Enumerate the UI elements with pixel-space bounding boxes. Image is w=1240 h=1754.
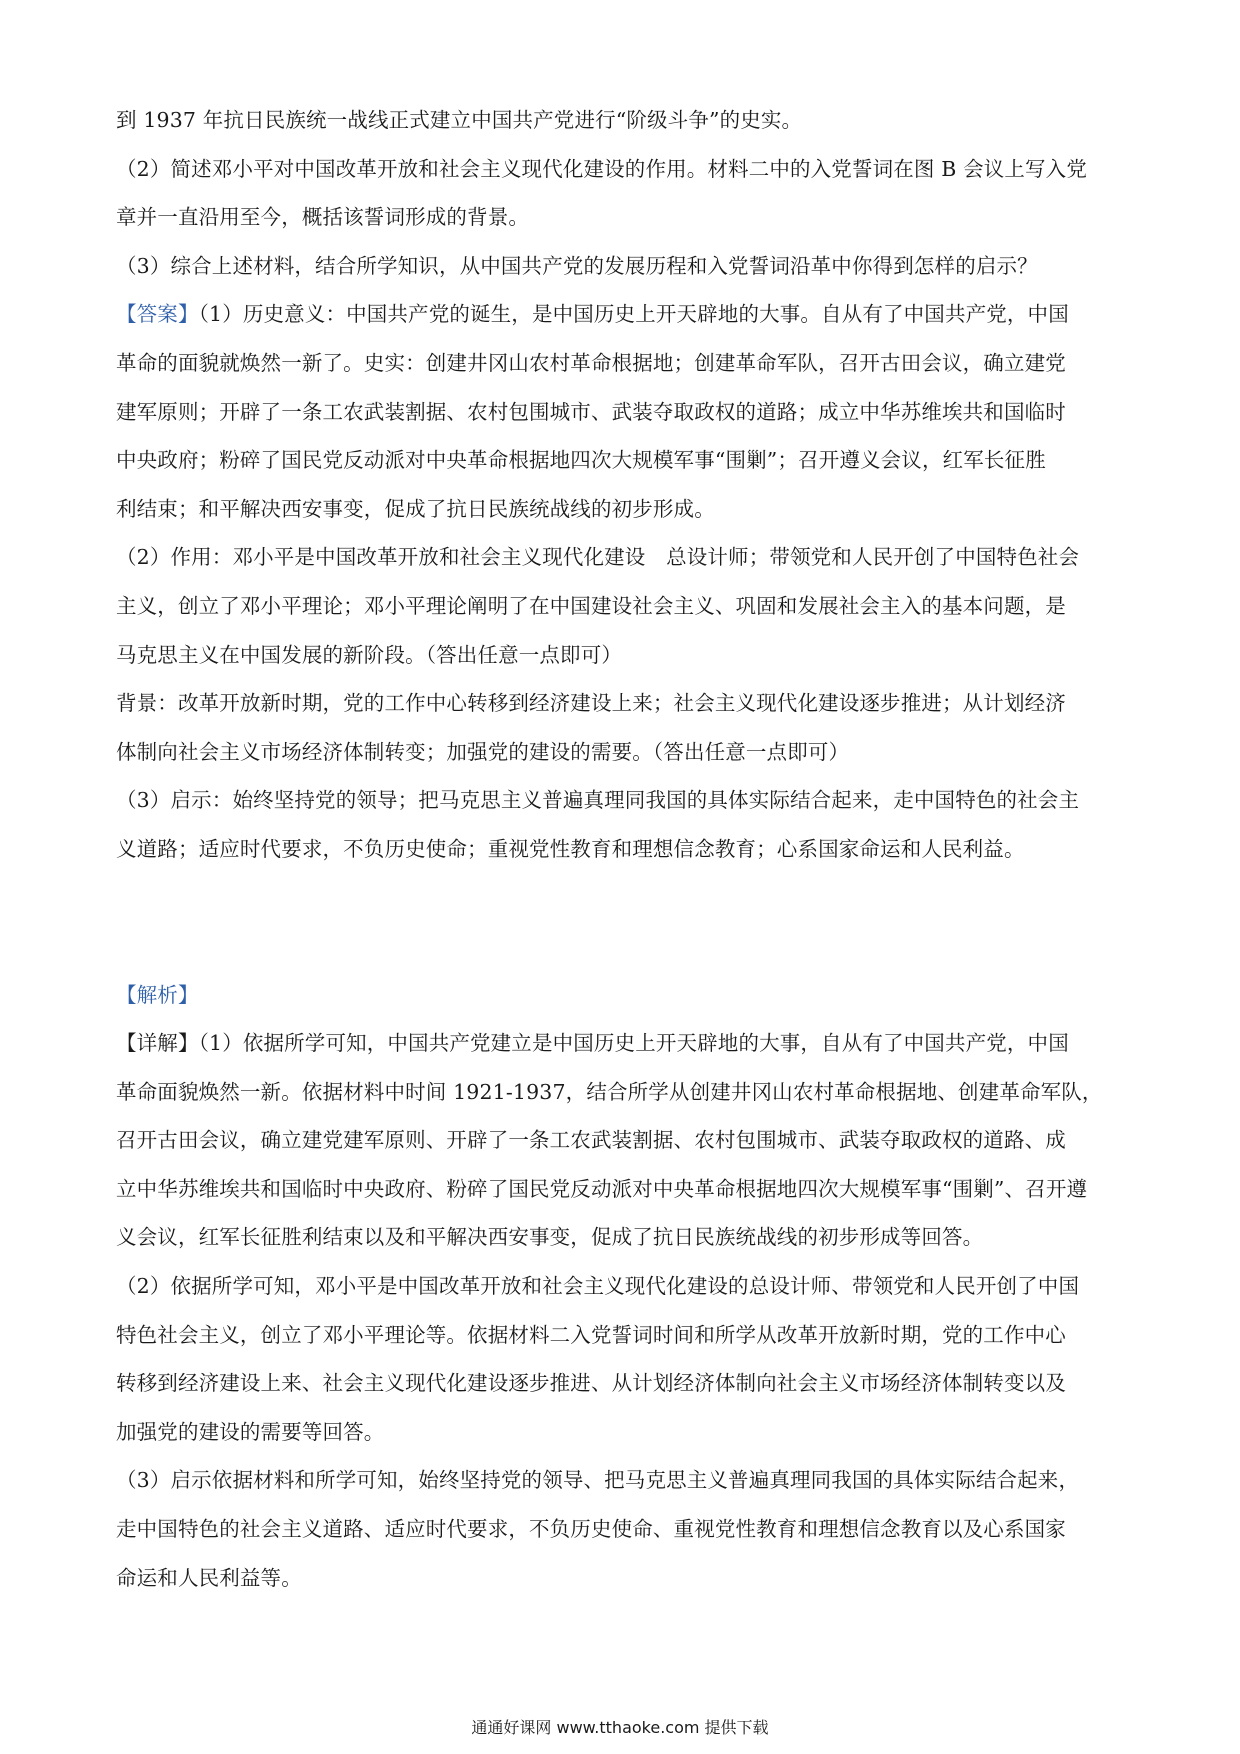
answer-line: 中央政府；粉碎了国民党反动派对中央革命根据地四次大规模军事“围剿”；召开遵义会议，红军长征胜 xyxy=(116,448,1046,473)
section-gap xyxy=(116,874,1136,971)
analysis-line: 立中华苏维埃共和国临时中央政府、粉碎了国民党反动派对中央革命根据地四次大规模军事“围剿”、召开遵 xyxy=(116,1176,1088,1201)
answer-label: 【答案】 xyxy=(116,302,199,327)
analysis-first-line xyxy=(116,1019,1136,1068)
analysis-label: 【解析】 xyxy=(116,982,199,1007)
analysis-text: （1）依据所学可知，中国共产党建立是中国历史上开天辟地的大事，自从有了中国共产党，中国 xyxy=(198,1031,1069,1056)
analysis-line: 转移到经济建设上来、社会主义现代化建设逐步推进、从计划经济体制向社会主义市场经济体制转变以及 xyxy=(116,1371,1066,1396)
answer-line: 体制向社会主义市场经济体制转变；加强党的建设的需要。（答出任意一点即可） xyxy=(116,739,850,764)
answer-line: 马克思主义在中国发展的新阶段。（答出任意一点即可） xyxy=(116,642,622,667)
analysis-line: （3）启示依据材料和所学可知，始终坚持党的领导、把马克思主义普遍真理同我国的具体实际结合起来， xyxy=(116,1468,1080,1493)
detail-label: 【详解】 xyxy=(116,1031,199,1056)
answer-text: （1）历史意义：中国共产党的诞生，是中国历史上开天辟地的大事。自从有了中国共产党，中国 xyxy=(198,302,1069,327)
answer-line: 利结束；和平解决西安事变，促成了抗日民族统战线的初步形成。 xyxy=(116,496,715,521)
answer-line: （2）作用：邓小平是中国改革开放和社会主义现代化建设 总设计师；带领党和人民开创了中国特色社会 xyxy=(116,545,1080,570)
analysis-line: 革命面貌焕然一新。依据材料中时间 1921-1937，结合所学从创建井冈山农村革命根据地、创建革命军队， xyxy=(116,1079,1103,1104)
answer-first-line xyxy=(116,290,1136,339)
answer-line: 背景：改革开放新时期，党的工作中心转移到经济建设上来；社会主义现代化建设逐步推进；从计划经济 xyxy=(116,691,1066,716)
question-line: （3）综合上述材料，结合所学知识，从中国共产党的发展历程和入党誓词沿革中你得到怎样的启示？ xyxy=(116,253,1038,278)
answer-line: （3）启示：始终坚持党的领导；把马克思主义普遍真理同我国的具体实际结合起来，走中国特色的社会主 xyxy=(116,788,1080,813)
analysis-line: 召开古田会议，确立建党建军原则、开辟了一条工农武装割据、农村包围城市、武装夺取政权的道路、成 xyxy=(116,1128,1066,1153)
question-line: （2）简述邓小平对中国改革开放和社会主义现代化建设的作用。材料二中的入党誓词在图 B 会议上写入党 xyxy=(116,156,1087,181)
question-line: 到 1937 年抗日民族统一战线正式建立中国共产党进行“阶级斗争”的史实。 xyxy=(116,108,803,132)
analysis-line: 命运和人民利益等。 xyxy=(116,1565,302,1590)
analysis-line: 义会议，红军长征胜利结束以及和平解决西安事变，促成了抗日民族统战线的初步形成等回答。 xyxy=(116,1225,984,1250)
analysis-line: （2）依据所学可知，邓小平是中国改革开放和社会主义现代化建设的总设计师、带领党和人民开创了中国 xyxy=(116,1274,1080,1299)
page-footer: 通通好课网 www.tthaoke.com 提供下载 xyxy=(471,1718,769,1737)
analysis-line: 走中国特色的社会主义道路、适应时代要求，不负历史使命、重视党性教育和理想信念教育以及心系国家 xyxy=(116,1517,1066,1542)
answer-line: 义道路；适应时代要求，不负历史使命；重视党性教育和理想信念教育；心系国家命运和人民利益。 xyxy=(116,836,1025,861)
question-line: 章并一直沿用至今，概括该誓词形成的背景。 xyxy=(116,205,529,230)
analysis-line: 加强党的建设的需要等回答。 xyxy=(116,1419,385,1444)
answer-line: 革命的面貌就焕然一新了。史实：创建井冈山农村革命根据地；创建革命军队，召开古田会议，确立建党 xyxy=(116,350,1066,375)
answer-line: 建军原则；开辟了一条工农武装割据、农村包围城市、武装夺取政权的道路；成立中华苏维埃共和国临时 xyxy=(116,399,1066,424)
analysis-line: 特色社会主义，创立了邓小平理论等。依据材料二入党誓词时间和所学从改革开放新时期，党的工作中心 xyxy=(116,1322,1066,1347)
answer-line: 主义，创立了邓小平理论；邓小平理论阐明了在中国建设社会主义、巩固和发展社会主入的基本问题，是 xyxy=(116,593,1066,618)
document-body xyxy=(116,96,1136,1602)
